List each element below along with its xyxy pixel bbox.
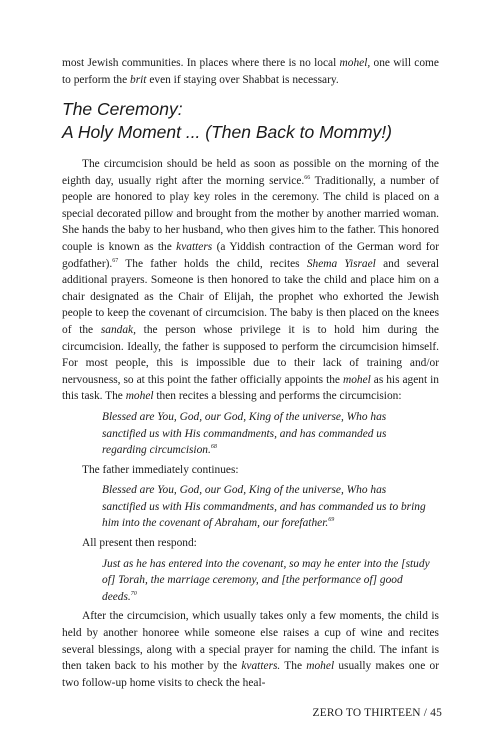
italic-text: Shema Yisrael bbox=[306, 257, 376, 270]
section-body bbox=[62, 156, 439, 691]
text-run: one will come to perform the bbox=[62, 57, 439, 86]
italic-text: sandak, bbox=[100, 323, 136, 336]
body-paragraph bbox=[62, 156, 439, 405]
footnote-ref: 69 bbox=[328, 517, 335, 524]
heading-line-1: The Ceremony: bbox=[62, 99, 183, 119]
footnote-ref: 67 bbox=[112, 257, 119, 264]
text-run: as his agent in this task. The bbox=[62, 373, 439, 403]
heading-line-2: A Holy Moment ... (Then Back to Mommy!) bbox=[62, 122, 392, 142]
text-run: then recites a blessing and performs the circumcision: bbox=[153, 390, 402, 403]
text-run: All present then respond: bbox=[82, 537, 197, 550]
text-run: The bbox=[280, 660, 307, 673]
section-heading bbox=[62, 98, 442, 144]
blessing-quote bbox=[62, 482, 439, 532]
italic-text: Blessed are You, God, our God, King of the universe, Who has sanctified us with His commandments, and has commanded us regarding circumcision. bbox=[102, 410, 387, 457]
italic-text: mohel bbox=[125, 390, 154, 403]
text-run: usually makes one or two follow-up home visits to check the heal- bbox=[62, 660, 439, 689]
text-run: (a Yiddish contraction of the German word for godfather). bbox=[62, 240, 439, 270]
text-run: After the circumcision, which usually takes only a few moments, the child is held by another honoree while someone else raises a cup of wine and recites several blessings, along with a special prayer for naming the child. The infant is then taken back to his mother by the bbox=[62, 610, 439, 673]
italic-text: mohel bbox=[306, 660, 335, 673]
italic-text: kvatters. bbox=[241, 660, 281, 673]
text-run: even if staying over Shabbat is necessary. bbox=[146, 73, 339, 86]
text-run: The father holds the child, recites bbox=[118, 257, 307, 270]
text-run: The father immediately continues: bbox=[82, 463, 239, 476]
text-run: The circumcision should be held as soon as possible on the morning of the eighth day, usually right after the morning service. bbox=[62, 158, 439, 187]
intro-line bbox=[62, 462, 439, 479]
italic-text: Just as he has entered into the covenant, so may he enter into the [study of] Torah, the marriage ceremony, and [the performance of] good deeds. bbox=[102, 557, 430, 603]
text-run: and several additional prayers. Someone is then honored to take the child and place him on a chair designated as the Chair of Elijah, the prophet who exhorted the Jewish people to keep the covenant of circumcision. The baby is then placed on the knees of the bbox=[62, 257, 439, 336]
footnote-ref: 68 bbox=[210, 444, 217, 451]
blessing-quote bbox=[62, 556, 439, 606]
blessing-quote bbox=[62, 409, 439, 459]
running-footer: ZERO TO THIRTEEN / 45 bbox=[312, 707, 442, 719]
body-paragraph bbox=[62, 608, 439, 691]
footnote-ref: 66 bbox=[304, 174, 311, 181]
top-paragraph bbox=[62, 55, 439, 88]
italic-text: Blessed are You, God, our God, King of the universe, Who has sanctified us with His commandments, and has commanded us to bring him into the covenant of Abraham, our forefather. bbox=[102, 484, 426, 530]
text-run: most Jewish communities. In places where there is no local bbox=[62, 57, 340, 69]
intro-line bbox=[62, 535, 439, 552]
italic-text: kvatters bbox=[176, 240, 213, 253]
text-run: Traditionally, a number of people are honored to play key roles in the ceremony. The child is placed on a special decorated pillow and brought from the mother by another married woman. She hands the baby to her husband, who then gives him to the father. This honored couple is known as the bbox=[62, 174, 439, 253]
footnote-ref: 70 bbox=[130, 591, 137, 598]
italic-text: mohel bbox=[342, 373, 371, 386]
italic-text: mohel, bbox=[339, 57, 371, 69]
text-run: the person whose privilege it is to hold him during the circumcision. Ideally, the father is supposed to perform the circumcision himself. For most people, this is impossible due to their lack of training and/or nervousness, so at this point the father officially appoints the bbox=[62, 323, 439, 386]
italic-text: brit bbox=[130, 73, 147, 86]
